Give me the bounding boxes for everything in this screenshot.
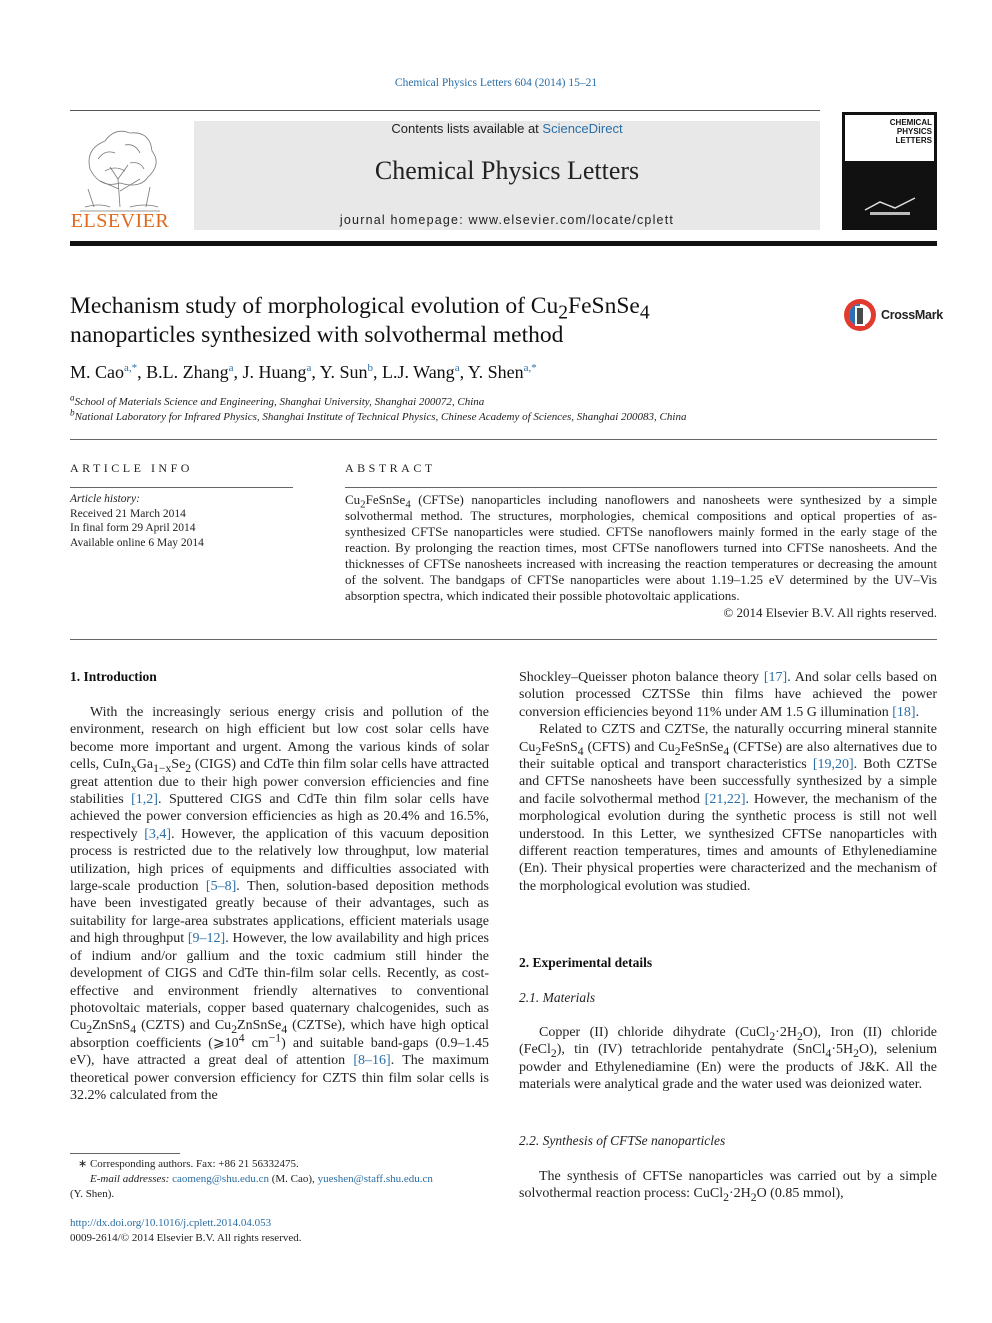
abstract-heading: ABSTRACT — [345, 461, 436, 475]
title-subscript: 4 — [639, 302, 650, 324]
header-thick-divider — [70, 241, 937, 246]
affiliation-b — [70, 407, 687, 423]
crossmark-label[interactable]: CrossMark — [881, 308, 943, 322]
author: L.J. Wang — [381, 362, 455, 382]
author: Y. Sun — [319, 362, 368, 382]
introduction-body: With the increasingly serious energy crisis and pollution of the environment, research on high efficient but low cost solar cells have become more important and urgent. Among the various kinds of solar cells, $CuIn_xGa_{1-x}Se_2$ (CIGS) and CdTe thin film solar cells have attracted great attention due to their high power conversion efficiencies and fine stabilities [1,2]. Sputtered CIGS and CdTe thin film solar cells have achieved the power conversion efficiencies as high as 20.4% and 16.5%, respectively [3,4]. However, the application of this vacuum deposition process is restricted due to the relatively low throughput, low material utilization, high prices of equipments and difficulties associated with large-scale production [5–8]. Then, solution-based deposition methods have been investigated greatly because of their advantages, such as suitability for large-area substrates applications, efficient materials usage and high throughput [9–12]. However, the low availability and high prices of indium and/or gallium and the toxic cadmium still hinder the development of CIGS and CdTe thin-film solar cells. Recently, as cost-effective and environment friendly alternatives to conventional photovoltaic materials, copper based quaternary chalcogenides, such as $Cu_2ZnSnS_4$ (CZTS) and $Cu_2ZnSnSe_4$ (CZTSe), which have high optical absorption coefficients ($⩾10^4$ $cm^{-1}$) and suitable band-gaps (0.9–1.45 eV), have attracted a great deal of attention [8–16]. The maximum theoretical power conversion efficiency for CZTS thin film solar cells is 32.2% calculated from the — [70, 705, 490, 1103]
experimental-heading: 2. Experimental details — [519, 955, 653, 970]
introduction-heading: 1. Introduction — [70, 669, 157, 684]
cover-title-line: LETTERS — [895, 136, 932, 145]
title-line2: nanoparticles synthesized with solvothermal method — [70, 322, 564, 348]
author-affiliation-mark[interactable]: a — [228, 362, 234, 374]
author-affiliation-mark[interactable]: a,* — [523, 362, 537, 374]
email-owner: (M. Cao), — [271, 1173, 315, 1185]
cover-title — [880, 118, 932, 145]
cover-title-line: PHYSICS — [896, 127, 932, 136]
author-affiliation-mark[interactable]: a — [454, 362, 460, 374]
revised-date: In final form 29 April 2014 — [70, 522, 196, 534]
title-text: Mechanism study of morphological evolution of Cu — [70, 293, 559, 319]
affiliation-text: National Laboratory for Infrared Physics, Shanghai Institute of Technical Physics, Chinese Academy of Sciences, Shanghai 200083, China — [74, 411, 687, 423]
author: M. Cao — [70, 362, 124, 382]
email-link-shen[interactable]: yueshen@staff.shu.edu.cn — [317, 1173, 433, 1185]
contents-prefix: Contents lists available at — [391, 121, 543, 136]
synthesis-heading: 2.2. Synthesis of CFTSe nanoparticles — [519, 1133, 726, 1148]
title-subscript: 2 — [558, 302, 569, 324]
journal-title: Chemical Physics Letters — [374, 156, 640, 185]
author-affiliation-mark[interactable]: a,* — [124, 362, 138, 374]
cover-title-line: CHEMICAL — [889, 118, 932, 127]
article-info-heading: ARTICLE INFO — [70, 461, 193, 475]
journal-reference[interactable]: Chemical Physics Letters 604 (2014) 15–21 — [394, 77, 598, 89]
article-title — [70, 292, 770, 350]
footnotes: ∗ Corresponding authors. Fax: +86 21 56332475. E-mail addresses: caomeng@shu.edu.cn (M. Cao), yueshen@staff.shu.edu.cn (Y. Shen). — [70, 1157, 489, 1202]
received-date: Received 21 March 2014 — [70, 507, 186, 520]
journal-homepage — [194, 213, 820, 227]
homepage-label: journal homepage: — [339, 213, 469, 227]
affiliation-a — [70, 392, 485, 408]
contents-line — [194, 121, 820, 136]
article-history — [70, 492, 293, 550]
author-affiliation-mark[interactable]: a — [306, 362, 312, 374]
abstract-body: $Cu_2FeSnSe_4$ (CFTSe) nanoparticles including nanoflowers and nanosheets were synthesized by a simple solvothermal method. The structures, morphologies, chemical compositions and optical properties of as-synthesized CFTSe nanoparticles were studied. CFTSe nanoflowers mainly formed in the early stage of the reaction. By prolonging the reaction times, most CFTSe nanoflowers turned into CFTSe nanosheets. And the thicknesses of CFTSe nanosheets increased with increasing the reaction temperatures or decreasing the amount of the solvent. The bandgaps of CFTSe nanoparticles were about 1.19–1.25 eV determined by the UV–Vis absorption spectra, which indicated their possible photovoltaic applications. — [345, 492, 938, 603]
doi-block — [70, 1216, 489, 1246]
materials-body: Copper (II) chloride dihydrate $(CuCl_2\cdot 2H_2O)$, Iron (II) chloride (FeCl$_2$), tin (IV) tetrachloride pentahydrate $(SnCl_4\cdot 5H_2O)$, selenium powder and Ethylenediamine (En) were the products of J&K. All the materials were analytical grade and the water used was deionized water. — [519, 1025, 937, 1093]
sciencedirect-link[interactable]: ScienceDirect — [542, 121, 623, 136]
abstract-divider — [345, 487, 937, 488]
footnote-divider — [70, 1153, 180, 1154]
abstract-copyright: © 2014 Elsevier B.V. All rights reserved. — [723, 605, 937, 620]
author-affiliation-mark[interactable]: b — [367, 362, 373, 374]
issn-copyright: 0009-2614/© 2014 Elsevier B.V. All rights reserved. — [70, 1232, 302, 1244]
corresponding-author-note: Corresponding authors. Fax: +86 21 56332475. — [89, 1158, 299, 1170]
abstract-bottom-divider — [70, 639, 937, 640]
email-label: E-mail addresses: — [90, 1173, 170, 1185]
affiliation-mark: b — [70, 407, 75, 418]
homepage-url[interactable]: www.elsevier.com/locate/cplett — [468, 213, 675, 227]
crossmark-icon[interactable] — [843, 298, 877, 332]
author: Y. Shen — [467, 362, 524, 382]
introduction-continued: Shockley–Queisser photon balance theory [17]. And solar cells based on solution processed CZTSSe thin films have achieved the power conversion efficiencies beyond 11% under AM 1.5 G illumination [18]. Related to CZTS and CZTSe, the naturally occurring mineral stannite $Cu_2FeSnS_4$ (CFTS) and $Cu_2FeSnSe_4$ (CFTSe) are also alternatives due to their suitable optical and transport characteristics [19,20]. Both CZTSe and CFTSe nanosheets have been successfully synthesized by a simple and facile solvothermal method [21,22]. However, the mechanism of the morphological evolution during the synthetic process is still not well understood. In this Letter, we synthesized CFTSe nanoparticles with different reaction temperatures, times and amounts of Ethylenediamine (En). Their physical properties were characterized and the mechanism of the morphological evolution was studied. — [519, 670, 938, 894]
email-link-cao[interactable]: caomeng@shu.edu.cn — [172, 1173, 269, 1185]
header-divider — [70, 110, 820, 111]
article-info-divider — [70, 487, 293, 488]
author: J. Huang — [242, 362, 307, 382]
synthesis-body: The synthesis of CFTSe nanoparticles was carried out by a simple solvothermal reaction process: $CuCl_2\cdot 2H_2O$ (0.85 mmol), — [519, 1169, 937, 1205]
history-label: Article history: — [70, 493, 140, 505]
online-date: Available online 6 May 2014 — [70, 536, 204, 549]
materials-heading: 2.1. Materials — [519, 990, 596, 1005]
elsevier-wordmark: ELSEVIER — [70, 210, 170, 232]
affiliation-divider — [70, 439, 937, 440]
cover-figure — [860, 190, 920, 220]
title-text: FeSnSe — [568, 293, 640, 319]
affiliation-text: School of Materials Science and Engineering, Shanghai University, Shanghai 200072, China — [74, 396, 485, 408]
doi-link[interactable]: http://dx.doi.org/10.1016/j.cplett.2014.04.053 — [70, 1217, 272, 1229]
abstract-text: (CFTSe) nanoparticles including nanoflowers and nanosheets were synthesized by a simple solvothermal method. The structures, morphologies, chemical compositions and optical properties of as-synthesized CFTSe nanoparticles were studied. CFTSe nanoflowers mainly formed in the early stage of the reaction. By prolonging the reaction times, most CFTSe nanoflowers turned into CFTSe nanosheets. And the thicknesses of CFTSe nanosheets increased with increasing the reaction temperatures or decreasing the amount of the solvent. The bandgaps of CFTSe nanoparticles were about 1.19–1.25 eV determined by the UV–Vis absorption spectra, which indicated their possible photovoltaic applications. — [345, 492, 938, 603]
email-owner: (Y. Shen). — [70, 1188, 115, 1200]
author: B.L. Zhang — [146, 362, 229, 382]
affiliation-mark: a — [70, 392, 75, 403]
author-list: M. Cao$^{a,*}$, B.L. Zhang$^a$, J. Huang$^a$, Y. Sun$^b$, L.J. Wang$^a$, Y. Shen$^{a,*}$ — [70, 362, 537, 382]
